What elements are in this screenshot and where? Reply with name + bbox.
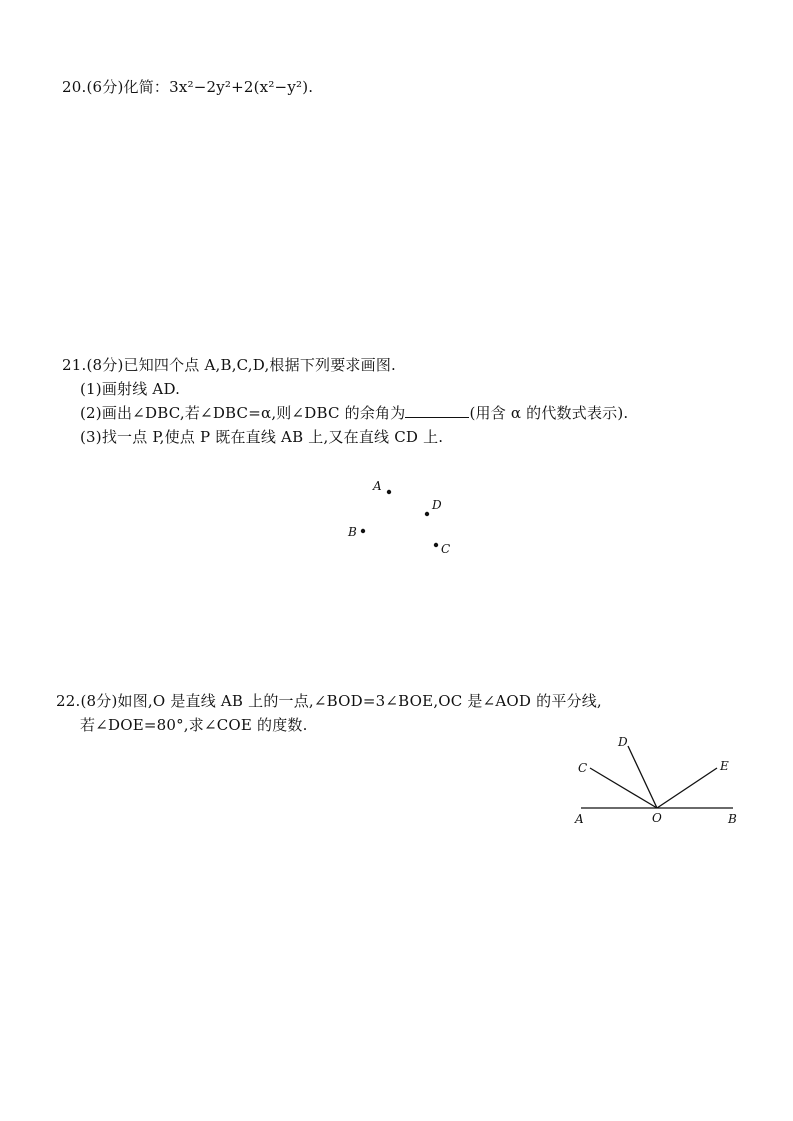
question-22-figure [565, 730, 750, 830]
question-21-part-2 [80, 400, 628, 427]
label-o: O [652, 811, 662, 825]
question-22-condition: 若∠DOE=80°,求∠COE 的度数. [80, 716, 308, 734]
question-21-stem: 21.(8分)已知四个点 A,B,C,D,根据下列要求画图. [62, 356, 397, 374]
question-21-part-2-suffix: (用含 α 的代数式表示). [469, 404, 629, 422]
label-b: B [728, 812, 737, 826]
point-d [425, 512, 429, 516]
question-21-part-1: (1)画射线 AD. [80, 380, 181, 398]
label-a: A [575, 812, 584, 826]
label-d: D [618, 735, 628, 749]
label-a: A [373, 479, 382, 493]
question-21-part-3: (3)找一点 P,使点 P 既在直线 AB 上,又在直线 CD 上. [80, 428, 444, 446]
point-a [387, 490, 391, 494]
label-b: B [348, 525, 357, 539]
answer-blank[interactable] [405, 403, 469, 418]
label-c: C [441, 542, 451, 556]
question-21-figure [340, 470, 470, 565]
label-c: C [578, 761, 588, 775]
point-b [361, 529, 365, 533]
ray-oe [657, 768, 717, 808]
label-d: D [432, 498, 442, 512]
question-21-part-2-text: (2)画出∠DBC,若∠DBC=α,则∠DBC 的余角为 [80, 404, 406, 422]
question-22-stem: 22.(8分)如图,O 是直线 AB 上的一点,∠BOD=3∠BOE,OC 是∠AOD 的平分线, [56, 692, 602, 710]
question-20-text: 20.(6分)化简：3x²−2y²+2(x²−y²). [62, 78, 314, 96]
label-e: E [720, 759, 729, 773]
point-c [434, 543, 438, 547]
